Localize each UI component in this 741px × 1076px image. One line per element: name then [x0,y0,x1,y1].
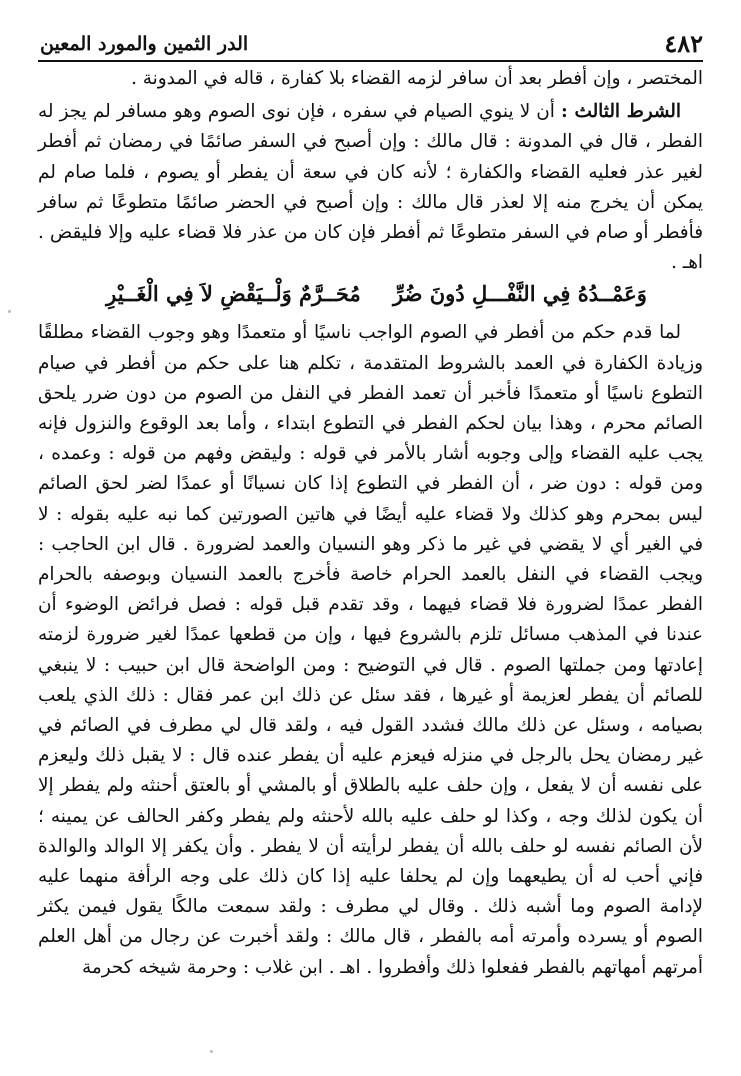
third-condition-heading: الشرط الثالث : [561,101,681,123]
page-number: ٤٨٢ [664,29,703,58]
scan-speck [8,310,11,313]
third-condition-text: أن لا ينوي الصيام في سفره ، فإن نوى الصوم وهو مسافر لم يجز له الفطر ، قال في المدونة : قال مالك : وإن أصبح في السفر صائمًا في رمضان ثم أفطر لغير عذر فعليه القضاء والكفارة ؛ لأنه كان في سعة أن يفطر أو يصوم ، فلما صام لم يمكن أن يخرج منه إلا لعذر قال مالك : وإن أصبح في الحضر صائمًا متطوعًا ثم سافر فأفطر أو صام في السفر متطوعًا ثم أفطر فإن كان من عذر فلا قضاء عليه وإلا فليقض . اهـ . [38,101,704,274]
page-header [40,28,703,58]
verse-second-hemistich: مُحَــرَّمٌ وَلْــيَقْضِ لاَ فِي الْغَــيْرِ [106,281,361,307]
paragraph-third-condition [38,97,703,278]
header-rule [38,60,703,62]
poem-verse [90,278,663,310]
verse-first-hemistich: وَعَمْــدُهُ فِي النَّفْـــلِ دُونَ ضُرِّ [393,281,647,307]
page-body [38,64,703,983]
scan-speck [210,1050,213,1053]
paragraph-continuation: المختصر ، وإن أفطر بعد أن سافر لزمه القضاء بلا كفارة ، قاله في المدونة . [131,68,703,89]
running-title: الدر الثمين والمورد المعين [40,33,249,55]
paragraph-commentary: لما قدم حكم من أفطر في الصوم الواجب ناسيًا أو متعمدًا وهو وجوب القضاء مطلقًا وزيادة الكفارة في العمد بالشروط المتقدمة ، تكلم هنا على حكم من أفطر في صيام التطوع ناسيًا أو متعمدًا فأخبر أن تعمد الفطر في النفل من الصوم من دون ضرر يلحق الصائم محرم ، وهذا بيان لحكم الفطر في التطوع ابتداء ، وأما بعد الوقوع والنزول فإنه يجب عليه القضاء وإلى وجوبه أشار بالأمر في قوله : وليقض وفهم من قوله : وعمده ، ومن قوله : دون ضر ، أن الفطر في التطوع إذا كان نسيانًا أو عمدًا لضر لحق الصائم ليس بمحرم وهو كذلك ولا قضاء عليه أيضًا في هاتين الصورتين كما نبه عليه بقوله : لا في الغير أي لا يقضي في غير ما ذكر وهو النسيان والعمد لضرورة . قال ابن الحاجب : ويجب القضاء في النفل بالعمد الحرام خاصة فأخرج بالعمد النسيان وبوصفه بالحرام الفطر عمدًا لضرورة فلا قضاء فيهما ، وقد تقدم قبل قوله : فصل فرائض الوضوء أن عندنا في المذهب مسائل تلزم بالشروع فيها ، وإن من قطعها عمدًا لغير ضرورة لزمته إعادتها ومن جملتها الصوم . قال في التوضيح : ومن الواضحة قال ابن حبيب : لا ينبغي للصائم أن يفطر لعزيمة أو غيرها ، فقد سئل عن ذلك ابن عمر فقال : ذلك الذي يلعب بصيامه ، وسئل عن ذلك مالك فشدد القول فيه ، ولقد قال لي مطرف في الصائم في غير رمضان يحل بالرجل في منزله فيعزم عليه أن يفطر عنده قال : لا يقبل ذلك وليعزم على نفسه أن لا يفعل ، وإن حلف عليه بالطلاق أو بالمشي أو بالعتق أحنثه ولم يفطر إلا أن يكون لذلك وجه ، وكذا لو حلف عليه بالله لأحنثه ولم يفطر وكفر الحالف عن يمينه ؛ لأن الصائم نفسه لو حلف بالله أن يفطر لرأيته أن لا يفطر . وأن يكفر إلا الوالد والوالدة فإني أحب له أن يطيعهما وإن لم يحلفا عليه إذا كان ذلك على وجه الرأفة منهما عليه لإدامة الصوم وما أشبه ذلك . وقال لي مطرف : ولقد سمعت مالكًا يقول فيمن يكثر الصوم أو يسرده وأمرته أمه بالفطر ، قال مالك : ولقد أخبرت عن رجال من أهل العلم أمرتهم أمهاتهم بالفطر ففعلوا ذلك وأفطروا . اهـ . ابن غلاب : وحرمة شيخه كحرمة [38,322,703,978]
paragraph-gap [38,310,703,318]
